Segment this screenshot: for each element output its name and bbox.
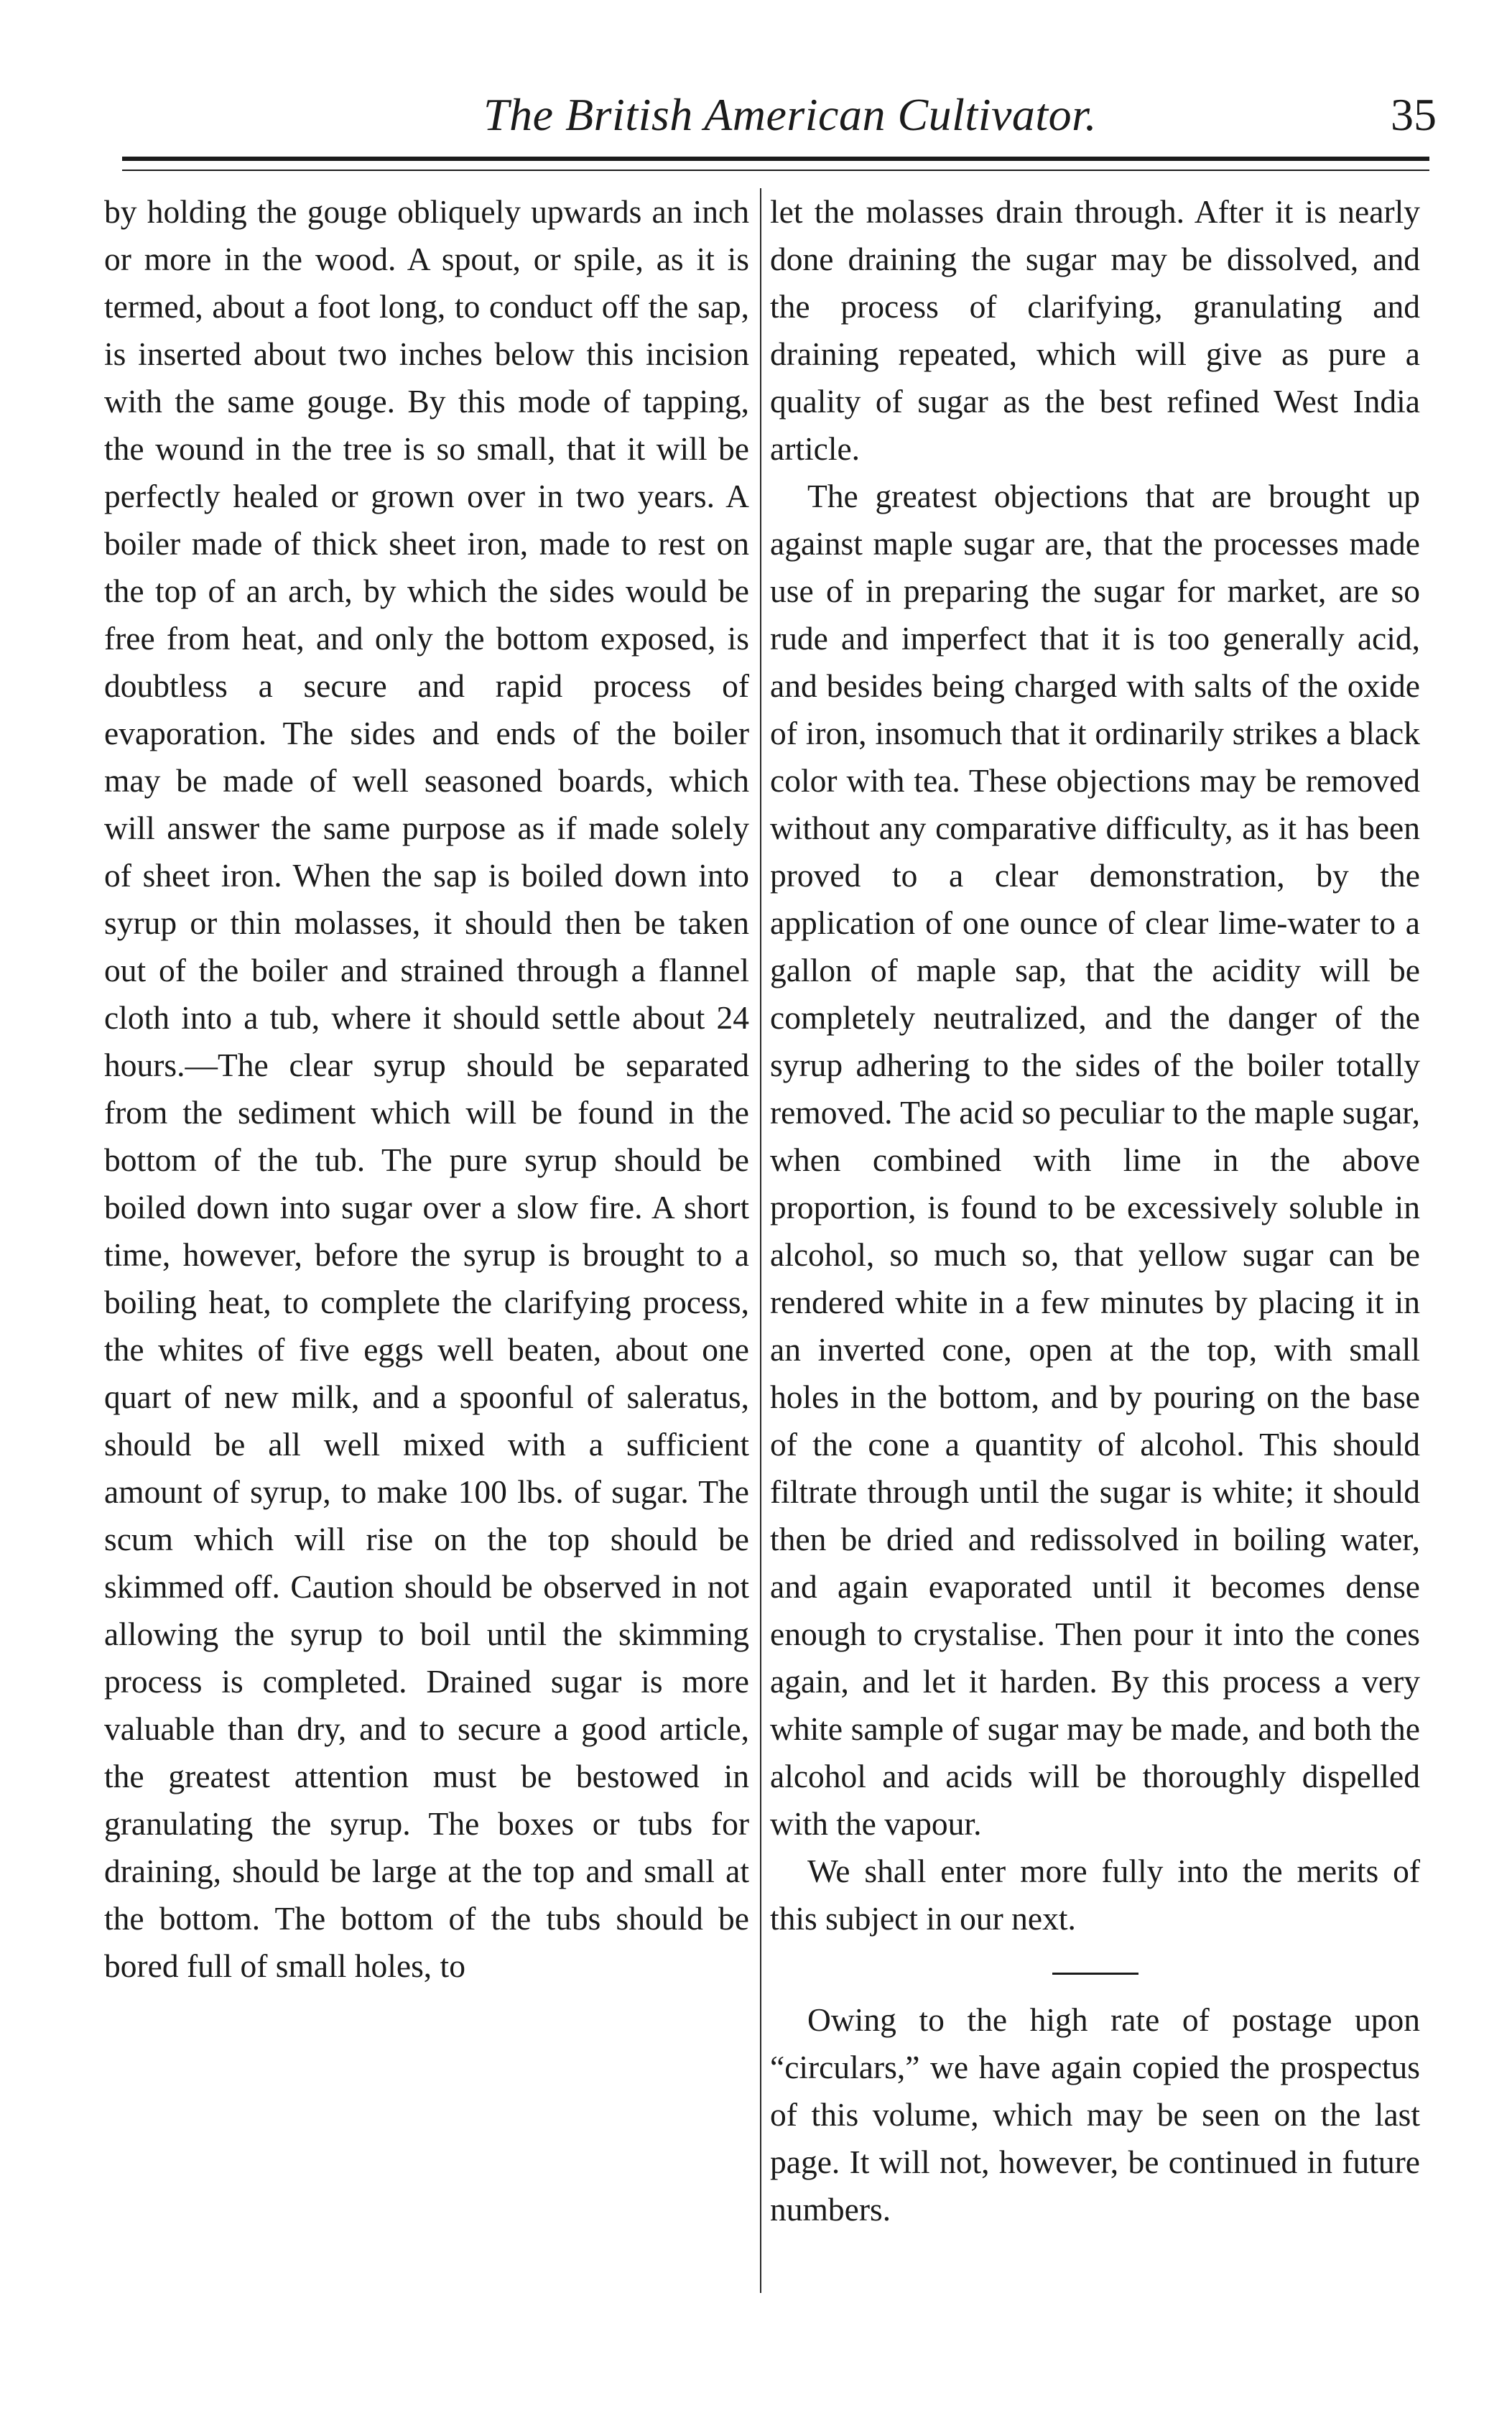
running-title: The British American Cultivator. [483, 89, 1097, 140]
right-paragraph-next-issue: We shall enter more fully into the merits of this subject in our next. [770, 1853, 1420, 1937]
page-number: 35 [1391, 89, 1437, 140]
header-rule-thick [122, 157, 1429, 161]
column-divider [760, 188, 761, 2293]
section-divider [1052, 1973, 1138, 1975]
left-paragraph: by holding the gouge obliquely upwards an inch or more in the wood. A spout, or spile, as it is termed, about a foot long, to conduct off the sap, is inserted about two inches below this incision with the same gouge. By this mode of tapping, the wound in the tree is so small, that it will be perfectly healed or grown over in two years. A boiler made of thick sheet iron, made to rest on the top of an arch, by which the sides would be free from heat, and only the bottom exposed, is doubtless a secure and rapid process of evaporation. The sides and ends of the boiler may be made of well seasoned boards, which will answer the same purpose as if made solely of sheet iron. When the sap is boiled down into syrup or thin molasses, it should then be taken out of the boiler and strained through a flannel cloth into a tub, where it should settle about 24 hours.—The clear syrup should be separated from the sediment which will be found in the bottom of the tub. The pure syrup should be boiled down into sugar over a slow fire. A short time, however, before the syrup is brought to a boiling heat, to complete the clarifying process, the whites of five eggs well beaten, about one quart of new milk, and a spoonful of saleratus, should be all well mixed with a sufficient amount of syrup, to make 100 lbs. of sugar. The scum which will rise on the top should be skimmed off. Caution should be observed in not allowing the syrup to boil until the skimming process is completed. Drained sugar is more valuable than dry, and to secure a good article, the greatest attention must be bestowed in granulating the syrup. The boxes or tubs for draining, should be large at the top and small at the bottom. The bottom of the tubs should be bored full of small holes, to [104, 193, 749, 1984]
postage-notice: Owing to the high rate of postage upon “circulars,” we have again copied the prospectus of this volume, which may be seen on the last page. It will not, however, be continued in future numbers. [770, 2001, 1420, 2228]
left-column [104, 188, 749, 1990]
right-paragraph-continuation: let the molasses drain through. After it is nearly done draining the sugar may be dissolved, and the process of clarifying, granulating and draining repeated, which will give as pure a quality of sugar as the best refined West India article. [770, 193, 1420, 467]
right-paragraph-objections: The greatest objections that are brought up against maple sugar are, that the processes made use of in preparing the sugar for market, are so rude and imperfect that it is too generally acid, and besides being charged with salts of the oxide of iron, insomuch that it ordinarily strikes a black color with tea. These objections may be removed without any comparative difficulty, as it has been proved to a clear demonstration, by the application of one ounce of clear lime-water to a gallon of maple sap, that the acidity will be completely neutralized, and the danger of the syrup adhering to the sides of the boiler totally removed. The acid so peculiar to the maple sugar, when combined with lime in the above proportion, is found to be excessively soluble in alcohol, so much so, that yellow sugar can be rendered white in a few minutes by placing it in an inverted cone, open at the top, with small holes in the bottom, and by pouring on the base of the cone a quantity of alcohol. This should filtrate through until the sugar is white; it should then be dried and redissolved in boiling water, and again evaporated until it becomes dense enough to crystalise. Then pour it into the cones again, and let it harden. By this process a very white sample of sugar may be made, and both the alcohol and acids will be thoroughly dispelled with the vapour. [770, 478, 1420, 1842]
header-rule-thin [122, 170, 1429, 171]
right-column [770, 188, 1420, 2233]
